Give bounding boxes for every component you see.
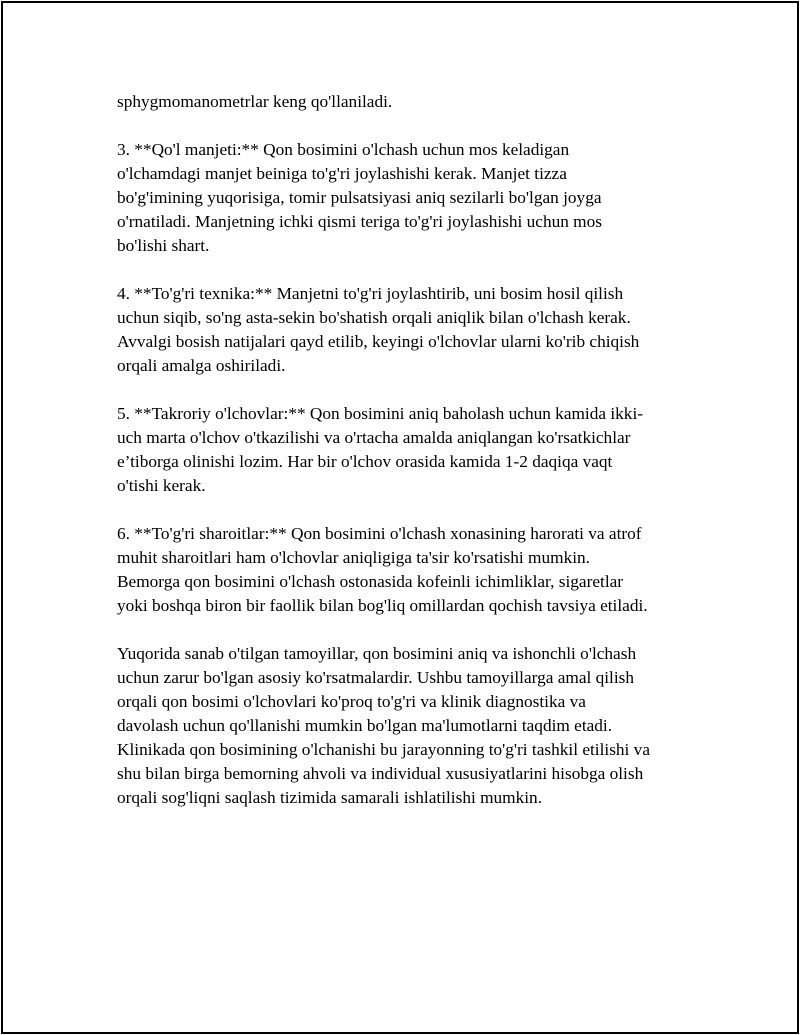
text-line: uchun zarur bo'lgan asosiy ko'rsatmalardir. Ushbu tamoyillarga amal qilish — [117, 668, 635, 687]
text-line: 4. **To'g'ri texnika:** Manjetni to'g'ri joylashtirib, uni bosim hosil qilish — [117, 284, 624, 303]
text-line: uch marta o'lchov o'tkazilishi va o'rtacha amalda aniqlangan ko'rsatkichlar — [117, 428, 631, 447]
text-line: uchun siqib, so'ng asta-sekin bo'shatish orqali aniqlik bilan o'lchash kerak. — [117, 308, 631, 327]
text-line: o'lchamdagi manjet beiniga to'g'ri joylashishi kerak. Manjet tizza — [117, 164, 567, 183]
paragraph-item-5 — [117, 402, 697, 498]
text-line: Bemorga qon bosimini o'lchash ostonasida kofeinli ichimliklar, sigaretlar — [117, 572, 624, 591]
document-body — [117, 90, 697, 834]
text-line: Klinikada qon bosimining o'lchanishi bu jarayonning to'g'ri tashkil etilishi va — [117, 740, 650, 759]
paragraph-item-3 — [117, 138, 697, 258]
paragraph-item-4 — [117, 282, 697, 378]
text-line: bo'lishi shart. — [117, 236, 210, 255]
text-line: orqali qon bosimi o'lchovlari ko'proq to'g'ri va klinik diagnostika va — [117, 692, 586, 711]
text-line: e’tiborga olinishi lozim. Har bir o'lchov orasida kamida 1-2 daqiqa vaqt — [117, 452, 613, 471]
paragraph-conclusion — [117, 642, 697, 810]
text-line: bo'g'imining yuqorisiga, tomir pulsatsiyasi aniq sezilarli bo'lgan joyga — [117, 188, 602, 207]
text-line: orqali sog'liqni saqlash tizimida samarali ishlatilishi mumkin. — [117, 788, 543, 807]
text-line: sphygmomanometrlar keng qo'llaniladi. — [117, 92, 393, 111]
text-line: 6. **To'g'ri sharoitlar:** Qon bosimini o'lchash xonasining harorati va atrof — [117, 524, 642, 543]
text-line: o'tishi kerak. — [117, 476, 206, 495]
text-line: muhit sharoitlari ham o'lchovlar aniqligiga ta'sir ko'rsatishi mumkin. — [117, 548, 590, 567]
text-line: o'rnatiladi. Manjetning ichki qismi teriga to'g'ri joylashishi uchun mos — [117, 212, 602, 231]
text-line: Yuqorida sanab o'tilgan tamoyillar, qon bosimini aniq va ishonchli o'lchash — [117, 644, 637, 663]
text-line: orqali amalga oshiriladi. — [117, 356, 286, 375]
text-line: Avvalgi bosish natijalari qayd etilib, keyingi o'lchovlar ularni ko'rib chiqish — [117, 332, 640, 351]
text-line: 5. **Takroriy o'lchovlar:** Qon bosimini aniq baholash uchun kamida ikki- — [117, 404, 644, 423]
text-line: yoki boshqa biron bir faollik bilan bog'liq omillardan qochish tavsiya etiladi. — [117, 596, 648, 615]
text-line: 3. **Qo'l manjeti:** Qon bosimini o'lchash uchun mos keladigan — [117, 140, 570, 159]
text-line: davolash uchun qo'llanishi mumkin bo'lgan ma'lumotlarni taqdim etadi. — [117, 716, 613, 735]
paragraph-item-6 — [117, 522, 697, 618]
text-line: shu bilan birga bemorning ahvoli va individual xususiyatlarini hisobga olish — [117, 764, 644, 783]
paragraph-intro-continuation — [117, 90, 697, 114]
